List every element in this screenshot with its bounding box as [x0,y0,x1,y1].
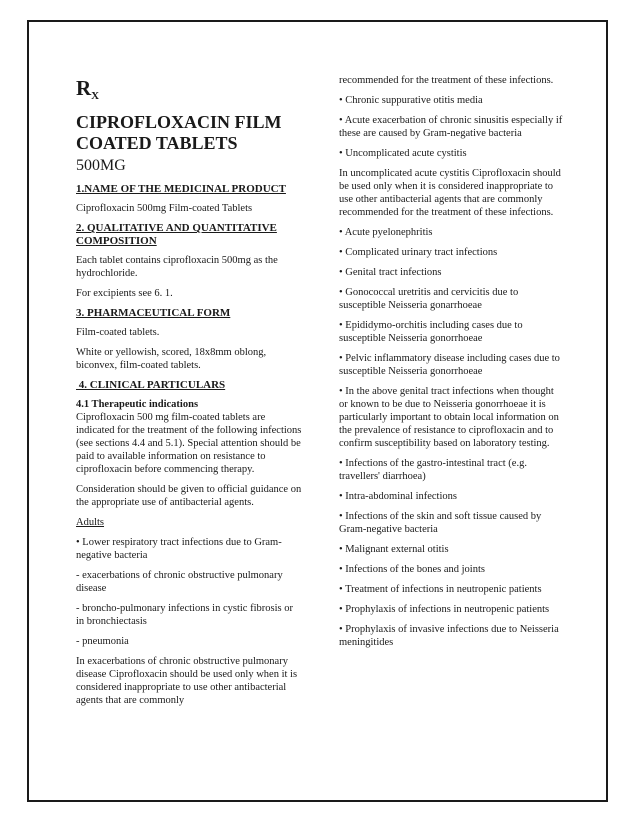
list-item: • Infections of the bones and joints [339,564,485,575]
list-item: • Uncomplicated acute cystitis [339,148,467,159]
list-item: • In the above genital tract infections when thought or known to be due to Neisseria gonorrhoeae it is particularly important to obtain local information on the prevalence of resistance to ciprofloxacin and to confirm susceptibility based on laboratory testing. [339,386,559,449]
copd-note: In exacerbations of chronic obstructive pulmonary disease Ciprofloxacin should be used only when it is considered inappropriate to use other antibacterial agents that are commonly [76,656,298,706]
list-item: • Complicated urinary tract infections [339,247,498,258]
list-item: • Acute exacerbation of chronic sinusitis especially if these are caused by Gram-negative bacteria [339,115,563,139]
list-item: • Gonococcal uretritis and cervicitis due to susceptible Neisseria gonarrhoeae [339,287,519,311]
section-3-text: Film-coated tablets. [76,327,160,338]
right-column [339,74,565,656]
section-2-excipients: For excipients see 6. 1. [76,288,173,299]
section-4-1-text: Ciprofloxacin 500 mg film-coated tablets are indicated for the treatment of the following infections (see sections 4.4 and 5.1). Special attention should be paid to available information on resistance to ciprofloxacin before commencing therapy. [76,412,302,475]
section-4-1-heading: 4.1 Therapeutic indications [76,399,199,410]
list-item: • Prophylaxis of infections in neutropenic patients [339,604,550,615]
section-4-heading: 4. CLINICAL PARTICULARS [76,379,226,391]
product-title-line1: CIPROFLOXACIN FILM [76,112,282,132]
list-item: • Acute pyelonephritis [339,227,433,238]
list-item: • Infections of the skin and soft tissue caused by Gram-negative bacteria [339,511,542,535]
consideration-text: Consideration should be given to official guidance on the appropriate use of antibacterial agents. [76,484,302,508]
list-item: • Genital tract infections [339,267,442,278]
left-column [76,74,302,714]
section-2-text: Each tablet contains ciprofloxacin 500mg as the hydrochloride. [76,255,278,279]
list-item: • Infections of the gastro-intestinal tract (e.g. travellers' diarrhoea) [339,458,527,482]
list-item: • Lower respiratory tract infections due to Gram-negative bacteria [76,537,282,561]
list-item: - exacerbations of chronic obstructive pulmonary disease [76,570,283,594]
product-strength: 500MG [76,157,126,174]
list-item: • Epididymo-orchitis including cases due to susceptible Neisseria gonorrhoeae [339,320,523,344]
cystitis-note: In uncomplicated acute cystitis Ciprofloxacin should be used only when it is considered inappropriate to use other antibacterial agents that are commonly recommended for the treatment of these infections. [339,168,561,218]
list-item: - pneumonia [76,636,129,647]
section-3-description: White or yellowish, scored, 18x8mm oblong, biconvex, film-coated tablets. [76,347,267,371]
list-item: • Treatment of infections in neutropenic patients [339,584,542,595]
section-2-heading: 2. QUALITATIVE AND QUANTITATIVE COMPOSITION [76,222,277,247]
rx-subscript: X [91,90,100,102]
rx-symbol [76,78,302,106]
list-item: • Malignant external otitis [339,544,449,555]
section-3-heading: 3. PHARMACEUTICAL FORM [76,307,231,319]
list-item: • Prophylaxis of invasive infections due to Neisseria meningitides [339,624,559,648]
product-title-line2: COATED TABLETS [76,133,238,153]
section-1-heading: 1.NAME OF THE MEDICINAL PRODUCT [76,183,286,195]
list-item: - broncho-pulmonary infections in cystic fibrosis or in bronchiectasis [76,603,293,627]
list-item: • Intra-abdominal infections [339,491,457,502]
adults-heading: Adults [76,517,105,528]
rx-prefix: R [76,76,92,100]
list-item: • Chronic suppurative otitis media [339,95,483,106]
section-1-text: Ciprofloxacin 500mg Film-coated Tablets [76,203,253,214]
continuation-text: recommended for the treatment of these infections. [339,75,554,86]
list-item: • Pelvic inflammatory disease including cases due to susceptible Neisseria gonorrhoeae [339,353,560,377]
